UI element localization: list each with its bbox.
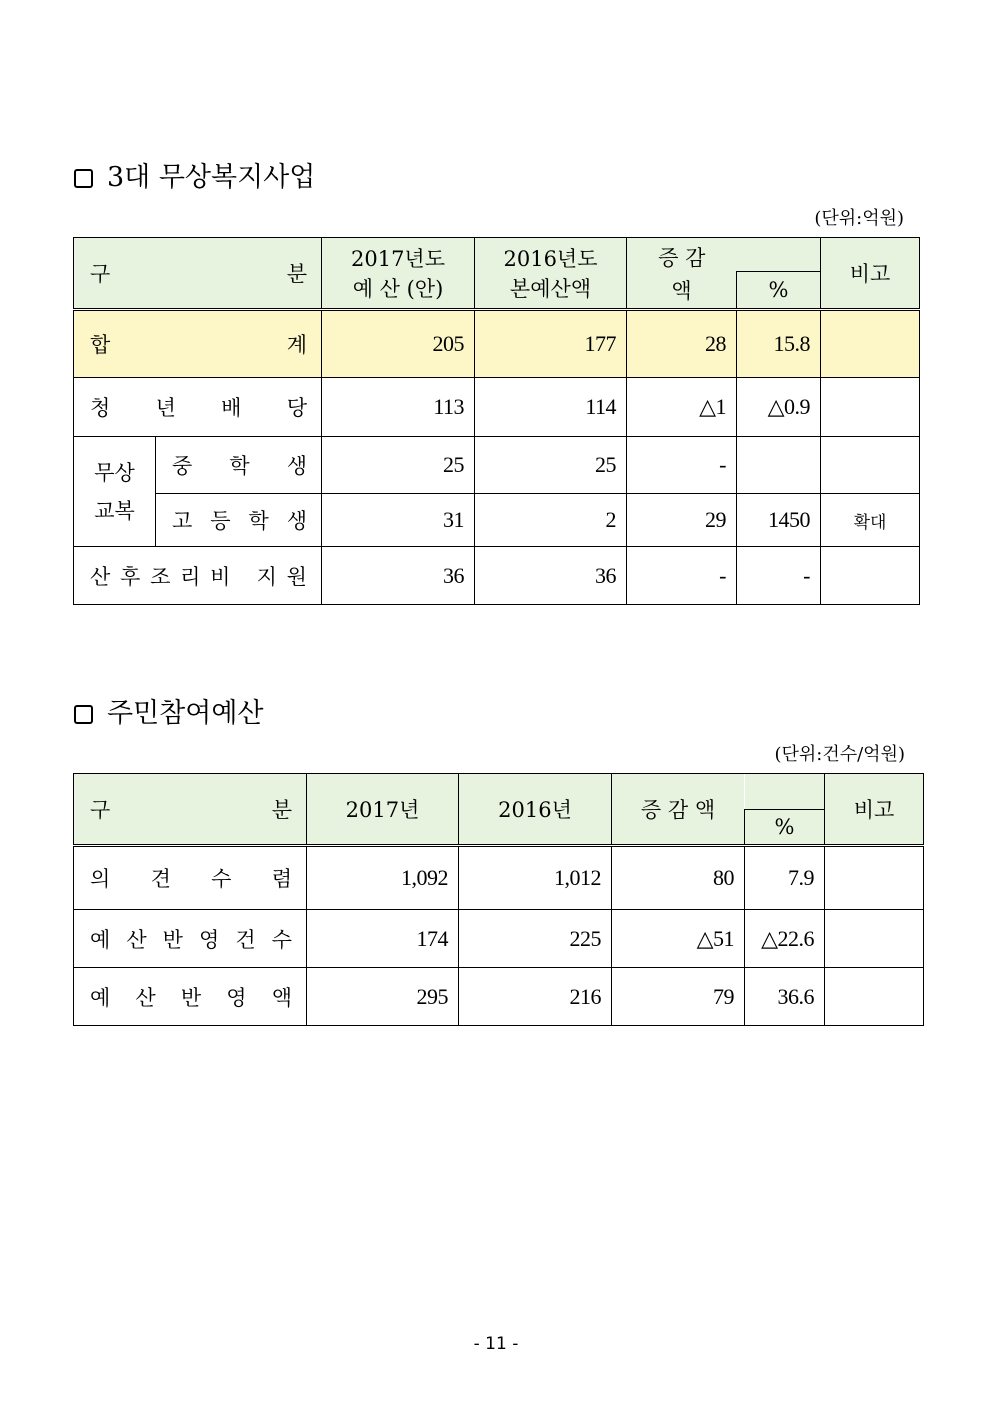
participatory-budget-table xyxy=(73,773,924,1026)
welfare-table xyxy=(73,237,920,605)
header-remarks: 비고 xyxy=(825,774,924,846)
header-2017: 2017년도 예 산 (안) xyxy=(322,238,475,310)
free-uniform-group: 무상 교복 xyxy=(74,437,156,547)
header-percent: % xyxy=(737,272,821,310)
youth-row: 청 년 배 당 113 114 △1 △0.9 xyxy=(74,378,920,437)
section1-unit: (단위:억원) xyxy=(814,208,904,229)
header-2016: 2016년도 본예산액 xyxy=(475,238,627,310)
amount-row: 예 산 반 영 액 295 216 79 36.6 xyxy=(74,968,924,1026)
header-row xyxy=(74,238,920,272)
header-row xyxy=(74,774,924,810)
count-row: 예 산 반 영 건 수 174 225 △51 △22.6 xyxy=(74,910,924,968)
checkbox-square-icon xyxy=(74,705,93,724)
page-number: - 11 - xyxy=(473,1334,519,1354)
section2-title xyxy=(74,696,264,732)
section2-title-text: 주민참여예산 xyxy=(107,698,264,729)
section1-title-text: 3대 무상복지사업 xyxy=(107,162,316,193)
section2-unit: (단위:건수/억원) xyxy=(774,744,905,765)
header-category: 구 분 xyxy=(74,238,322,310)
header-percent: % xyxy=(745,810,825,846)
header-2016: 2016년 xyxy=(459,774,612,846)
checkbox-square-icon xyxy=(74,169,93,188)
middle-row: 무상 교복 중 학 생 25 25 - xyxy=(74,437,920,494)
header-category: 구 분 xyxy=(74,774,307,846)
header-change: 증 감 액 xyxy=(612,774,745,846)
postnatal-row: 산 후 조 리 비 지 원 36 36 - - xyxy=(74,547,920,605)
total-row: 합 계 205 177 28 15.8 xyxy=(74,310,920,378)
header-remarks: 비고 xyxy=(821,238,920,310)
header-change-2: 액 xyxy=(627,272,737,310)
header-change: 증 감 xyxy=(627,238,737,272)
header-2017: 2017년 xyxy=(307,774,459,846)
opinion-row: 의 견 수 렴 1,092 1,012 80 7.9 xyxy=(74,846,924,910)
section1-title xyxy=(74,160,315,196)
high-row: 고 등 학 생 31 2 29 1450 확대 xyxy=(74,494,920,547)
